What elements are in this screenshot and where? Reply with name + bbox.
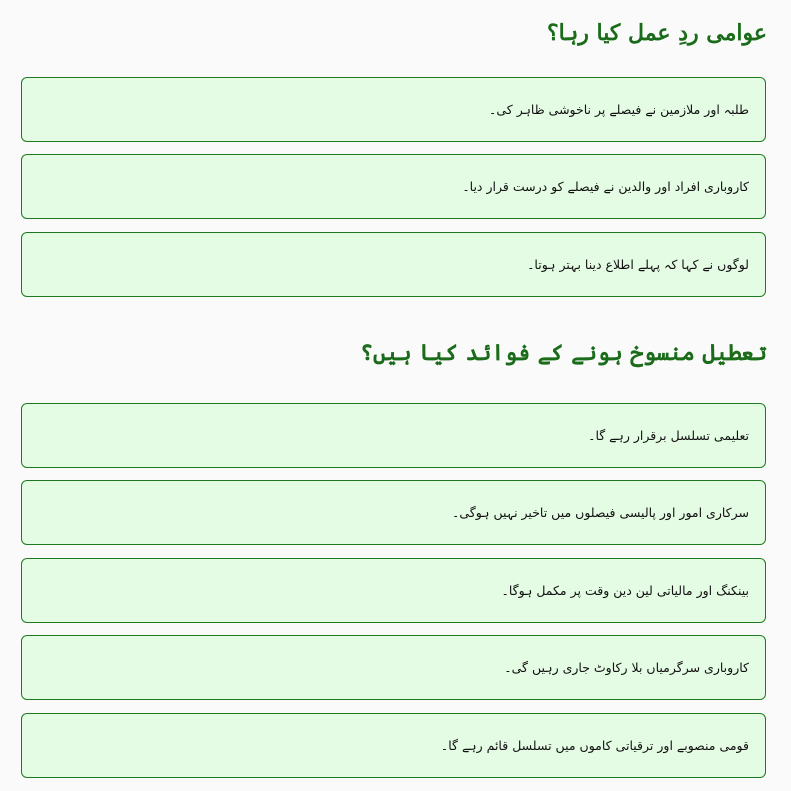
benefit-card-government [21, 480, 766, 545]
benefits-section [0, 338, 791, 368]
public-reaction-heading: عوامی ردِ عمل کیا رہا؟ [547, 20, 767, 46]
benefit-card-projects [21, 713, 766, 778]
benefit-text-projects: قومی منصوبے اور ترقیاتی کاموں میں تسلسل قائم رہے گا۔ [440, 737, 749, 753]
benefit-card-banking [21, 558, 766, 623]
benefit-text-education: تعلیمی تسلسل برقرار رہے گا۔ [588, 427, 749, 443]
reaction-card-business [21, 154, 766, 219]
public-reaction-list [21, 77, 766, 297]
benefit-card-education [21, 403, 766, 468]
reaction-text-notice: لوگوں نے کہا کہ پہلے اطلاع دینا بہتر ہوتا۔ [527, 256, 749, 272]
benefits-heading: تعطیل منسوخ ہونے کے فوائد کیا ہیں؟ [360, 340, 767, 366]
reaction-text-students: طلبہ اور ملازمین نے فیصلے پر ناخوشی ظاہر کی۔ [489, 101, 749, 117]
benefit-card-business [21, 635, 766, 700]
benefit-text-government: سرکاری امور اور پالیسی فیصلوں میں تاخیر نہیں ہوگی۔ [452, 504, 749, 520]
reaction-card-students [21, 77, 766, 142]
benefit-text-business: کاروباری سرگرمیاں بلا رکاوٹ جاری رہیں گی۔ [504, 659, 749, 675]
public-reaction-section [0, 18, 791, 48]
reaction-text-business: کاروباری افراد اور والدین نے فیصلے کو درست قرار دیا۔ [462, 178, 749, 194]
benefits-list [21, 403, 766, 778]
benefit-text-banking: بینکنگ اور مالیاتی لین دین وقت پر مکمل ہوگا۔ [501, 582, 749, 598]
reaction-card-notice [21, 232, 766, 297]
